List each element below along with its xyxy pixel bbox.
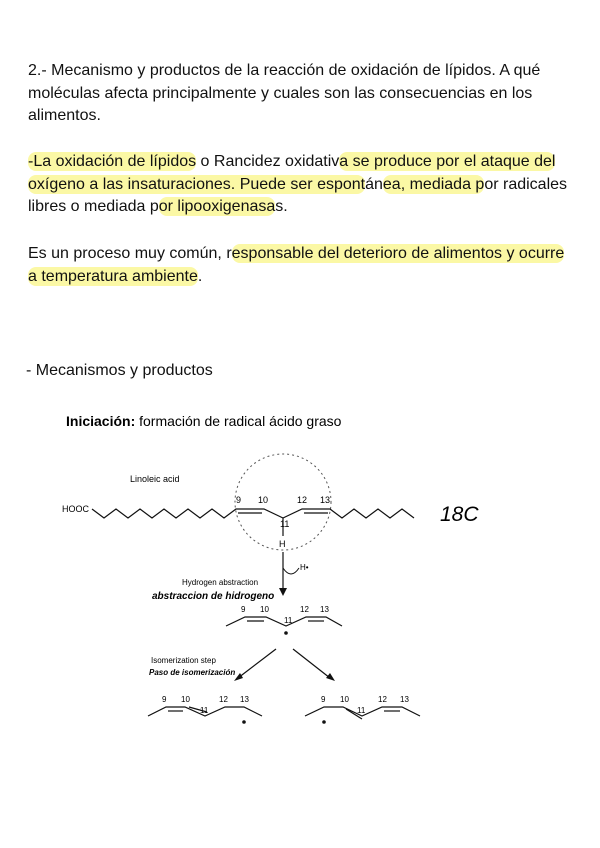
- carbon-number: 9: [236, 495, 242, 505]
- text-span: .: [197, 267, 203, 285]
- carbon-number: 10: [258, 495, 269, 505]
- text-span: s.: [275, 198, 288, 215]
- highlight: -La oxidación de lípidos: [28, 153, 197, 170]
- carbon-number: 10: [260, 605, 269, 614]
- section-heading: - Mecanismos y productos: [26, 362, 213, 379]
- figure-title: Iniciación: formación de radical ácido graso: [66, 413, 342, 429]
- carbon-number: 9: [241, 605, 246, 614]
- carbon-number: 13: [320, 495, 331, 505]
- text-span: Es un proceso muy común, r: [28, 245, 232, 262]
- oxidation-mechanism-figure: [0, 400, 600, 740]
- step2-handwritten: Paso de isomerización: [149, 668, 236, 677]
- carbon-number: 10: [181, 695, 190, 704]
- common-paragraph: [28, 243, 576, 288]
- carbon-number: 12: [297, 495, 308, 505]
- molecule-label: Linoleic acid: [130, 474, 180, 484]
- definition-paragraph: [28, 151, 576, 219]
- carbon-number: 10: [340, 695, 349, 704]
- step1-handwritten: abstraccion de hidrogeno: [152, 591, 275, 602]
- curved-arrow: [283, 568, 299, 574]
- hydrogen-label: H: [279, 539, 286, 549]
- question-paragraph: 2.- Mecanismo y productos de la reacción de oxidación de lípidos. A qué moléculas afecta principalmente y cuales son las consecuencias en los alimentos.: [28, 62, 541, 124]
- step2-label: Isomerization step: [151, 656, 216, 665]
- highlight: a se produce por el ataque del oxígeno a las insaturaciones. Puede ser espont: [28, 153, 556, 193]
- carbon-number: 12: [219, 695, 228, 704]
- text-span: or radicales libres o mediada p: [28, 175, 568, 215]
- step1-label: Hydrogen abstraction: [182, 578, 259, 587]
- arrowhead: [234, 673, 243, 681]
- carbon-number: 11: [357, 706, 366, 715]
- hplus-label: H•: [300, 563, 309, 572]
- carbon-number: 11: [284, 616, 293, 625]
- radical-dot: [322, 720, 326, 724]
- carbon-number: 12: [300, 605, 309, 614]
- acid-group-label: HOOC: [62, 504, 89, 514]
- carbon-number: 13: [240, 695, 249, 704]
- radical-dot: [242, 720, 246, 724]
- isomerization-arrow-right: [293, 649, 330, 678]
- text-span: o Rancidez oxidativ: [196, 153, 340, 170]
- carbon-number: 9: [162, 695, 167, 704]
- highlight: or lipooxigenasa: [158, 198, 276, 215]
- radical-dot: [284, 631, 288, 635]
- arrowhead: [279, 588, 287, 596]
- carbon-number: 12: [378, 695, 387, 704]
- carbon-number: 13: [320, 605, 329, 614]
- isomerization-arrow-left: [238, 649, 276, 678]
- arrowhead: [326, 673, 335, 681]
- carbon-number: 13: [400, 695, 409, 704]
- highlight: ea, mediada p: [382, 175, 485, 193]
- carbon-number: 11: [280, 519, 290, 529]
- highlight: esponsable del deterioro de alimentos y ocurre a temperatura ambiente: [28, 245, 565, 285]
- text-span: án: [365, 175, 383, 193]
- carbon-number: 9: [321, 695, 326, 704]
- handwritten-18c: 18C: [440, 503, 479, 526]
- carbon-number: 11: [200, 706, 209, 715]
